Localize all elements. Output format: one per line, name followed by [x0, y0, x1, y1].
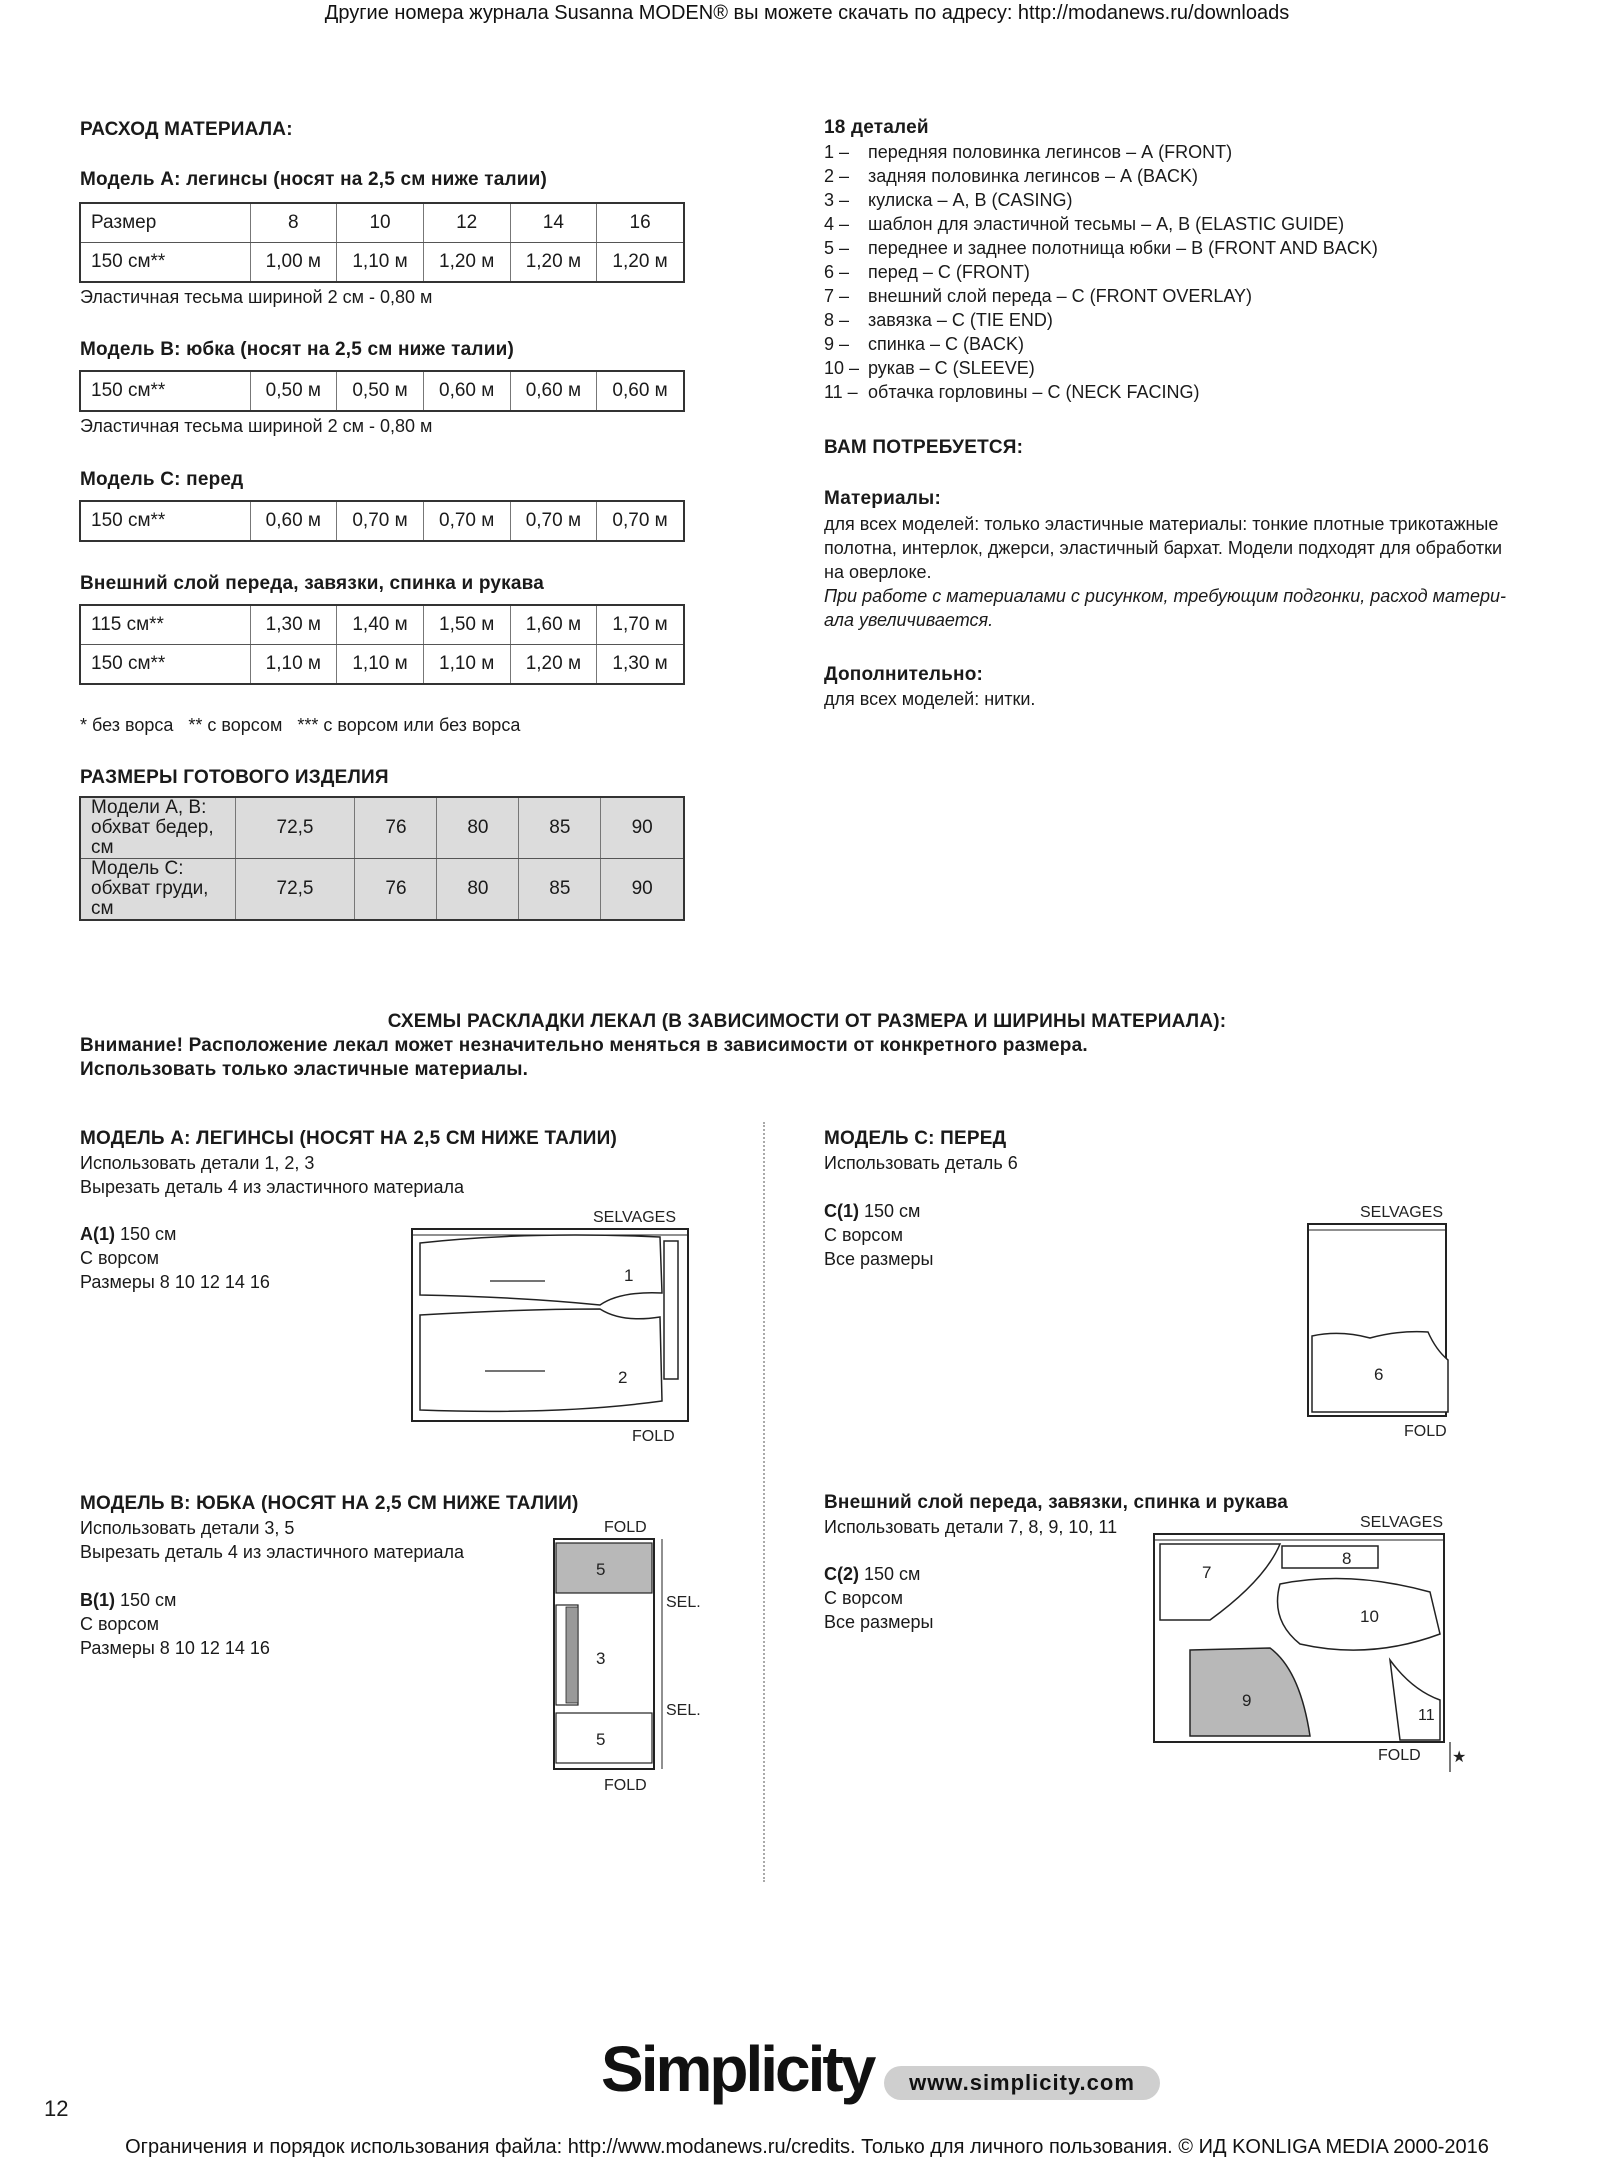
table-cell: 16 [597, 203, 684, 243]
sel-label-1: SEL. [666, 1594, 701, 1611]
table-cell: 80 [437, 797, 519, 859]
model-b-elastic-note: Эластичная тесьма шириной 2 см - 0,80 м [80, 416, 433, 436]
extra-text: для всех моделей: нитки. [824, 689, 1036, 709]
materials-title: Материалы: [824, 488, 941, 509]
table-cell: Размер [80, 203, 250, 243]
piece-6-label: 6 [1374, 1365, 1384, 1384]
column-divider [763, 1122, 765, 1882]
layout-c2-use: Использовать детали 7, 8, 9, 10, 11 [824, 1517, 1118, 1537]
table-cell: 1,50 м [423, 605, 510, 645]
table-cell: 150 см** [80, 645, 250, 685]
layout-c1-title: МОДЕЛЬ С: ПЕРЕД [824, 1128, 1007, 1149]
extra-title: Дополнительно: [824, 664, 984, 685]
details-title: 18 деталей [824, 117, 929, 138]
selvages-label: SELVAGES [1360, 1204, 1443, 1221]
layout-a-use: Использовать детали 1, 2, 3 [80, 1153, 315, 1173]
table-cell: 0,70 м [510, 501, 597, 541]
model-a-table [79, 202, 685, 283]
sel-label-2: SEL. [666, 1702, 701, 1719]
overlay-table [79, 604, 685, 685]
table-row [80, 203, 684, 243]
table-cell: 10 [337, 203, 424, 243]
piece-3-label: 3 [596, 1649, 606, 1668]
layout-b-spec: В(1) 150 см С ворсом Размеры 8 10 12 14 16 [80, 1590, 270, 1658]
layout-a-spec: А(1) 150 см С ворсом Размеры 8 10 12 14 16 [80, 1224, 270, 1292]
piece-11-label: 11 [1418, 1707, 1435, 1724]
table-cell: 1,60 м [510, 605, 597, 645]
table-cell: 1,30 м [250, 605, 337, 645]
table-cell: 1,20 м [510, 243, 597, 283]
table-cell: 85 [519, 797, 601, 859]
layout-b-diagram [544, 1515, 724, 1795]
table-cell: 72,5 [235, 859, 355, 921]
table-cell: 90 [601, 797, 684, 859]
layout-b-cut: Вырезать деталь 4 из эластичного материала [80, 1542, 464, 1562]
table-cell: 1,20 м [597, 243, 684, 283]
model-a-elastic-note: Эластичная тесьма шириной 2 см - 0,80 м [80, 287, 433, 307]
piece-2-label: 2 [618, 1368, 628, 1387]
layout-c2-spec: С(2) 150 см С ворсом Все размеры [824, 1564, 934, 1632]
layout-a-title: МОДЕЛЬ А: ЛЕГИНСЫ (НОСЯТ НА 2,5 СМ НИЖЕ ТАЛИИ) [80, 1128, 618, 1149]
model-b-title: Модель В: юбка (носят на 2,5 см ниже талии) [80, 339, 514, 360]
model-c-title: Модель С: перед [80, 469, 244, 490]
details-list: 1 – передняя половинка легинсов – А (FRONT) 2 – задняя половинка легинсов – А (BACK) 3 – кулиска – А, В (CASING) 4 – шаблон для эластичной тесьмы – А, В (ELASTIC GUIDE) 5 – переднее и заднее полотнища юбки – В (FRONT AND BACK) 6 – перед – С (FRONT) 7 – внешний слой переда – С (FRONT OVERLAY) 8 – завязка – С (TIE END) 9 – спинка – С (BACK) 10 – рукав – С (SLEEVE) 11 – обтачка горловины – С (NECK FACING) [824, 142, 1378, 402]
fold-label: FOLD [632, 1428, 675, 1445]
overlay-title: Внешний слой переда, завязки, спинка и рукава [80, 573, 545, 594]
simplicity-url[interactable]: www.simplicity.com [884, 2066, 1160, 2100]
table-cell: Модель С: обхват груди, см [80, 859, 235, 921]
table-cell: 1,30 м [597, 645, 684, 685]
table-cell: 0,70 м [597, 501, 684, 541]
piece-1-label: 1 [624, 1266, 634, 1285]
fold-label: FOLD [1378, 1747, 1421, 1764]
table-cell: 8 [250, 203, 337, 243]
table-cell: 1,20 м [510, 645, 597, 685]
table-cell: 76 [355, 797, 437, 859]
model-b-table [79, 370, 685, 412]
table-cell: 72,5 [235, 797, 355, 859]
selvages-label: SELVAGES [593, 1209, 676, 1226]
finished-title: РАЗМЕРЫ ГОТОВОГО ИЗДЕЛИЯ [80, 767, 389, 788]
nap-legend: * без ворса ** с ворсом *** с ворсом или без ворса [80, 715, 521, 735]
page-number: 12 [44, 2096, 69, 2121]
materials-text: для всех моделей: только эластичные материалы: тонкие плотные трикотажные полотна, интерлок, джерси, эластичный бархат. Модели подходят для обработки на оверлоке. При работе с материалами с рисунком, требующим подгонки, расход матери- ала увеличивается. [824, 514, 1506, 630]
table-cell: 1,10 м [337, 243, 424, 283]
table-cell: 0,60 м [423, 371, 510, 411]
footer-credits-note: Ограничения и порядок использования файла: http://www.modanews.ru/credits. Только для личного пользования. © ИД KONLIGA MEDIA 2000-2016 [125, 2136, 1489, 2158]
table-cell: 76 [355, 859, 437, 921]
layout-a-diagram [410, 1205, 700, 1445]
table-cell: 90 [601, 859, 684, 921]
model-c-table [79, 500, 685, 542]
table-cell: 0,60 м [510, 371, 597, 411]
table-row [80, 859, 684, 921]
layout-b-use: Использовать детали 3, 5 [80, 1518, 295, 1538]
star-icon: ★ [1452, 1749, 1467, 1766]
table-cell: 1,00 м [250, 243, 337, 283]
table-cell: 12 [423, 203, 510, 243]
finished-table [79, 796, 685, 921]
layouts-warning-2: Использовать только эластичные материалы. [80, 1059, 529, 1080]
layouts-title: СХЕМЫ РАСКЛАДКИ ЛЕКАЛ (В ЗАВИСИМОСТИ ОТ РАЗМЕРА И ШИРИНЫ МАТЕРИАЛА): [387, 1011, 1227, 1032]
header-download-note: Другие номера журнала Susanna MODEN® вы можете скачать по адресу: http://modanews.ru/downloads [324, 2, 1290, 24]
model-a-title: Модель А: легинсы (носят на 2,5 см ниже талии) [80, 169, 548, 190]
table-cell: 115 см** [80, 605, 250, 645]
table-cell: 80 [437, 859, 519, 921]
table-cell: 0,50 м [337, 371, 424, 411]
table-row [80, 243, 684, 283]
piece-7-label: 7 [1202, 1563, 1212, 1582]
table-row [80, 605, 684, 645]
table-cell: 1,10 м [250, 645, 337, 685]
piece-8-label: 8 [1342, 1549, 1352, 1568]
material-title: РАСХОД МАТЕРИАЛА: [80, 119, 293, 140]
piece-9-label: 9 [1242, 1691, 1252, 1710]
piece-5-bottom-label: 5 [596, 1730, 606, 1749]
piece-5-top-label: 5 [596, 1560, 606, 1579]
fold-label: FOLD [1404, 1423, 1447, 1440]
table-cell: 1,40 м [337, 605, 424, 645]
layout-c2-title: Внешний слой переда, завязки, спинка и рукава [824, 1492, 1289, 1513]
piece-10-label: 10 [1360, 1607, 1379, 1626]
table-cell: 1,70 м [597, 605, 684, 645]
table-cell: Модели А, В: обхват бедер, см [80, 797, 235, 859]
table-row [80, 645, 684, 685]
layout-c1-diagram [1300, 1200, 1460, 1440]
table-row [80, 797, 684, 859]
needs-title: ВАМ ПОТРЕБУЕТСЯ: [824, 437, 1024, 458]
fold-top-label: FOLD [604, 1519, 647, 1536]
selvages-label: SELVAGES [1360, 1514, 1443, 1531]
simplicity-logo: Simplicity [601, 2033, 874, 2105]
table-cell: 0,60 м [597, 371, 684, 411]
table-row [80, 501, 684, 541]
fold-bottom-label: FOLD [604, 1777, 647, 1794]
table-cell: 1,20 м [423, 243, 510, 283]
table-cell: 150 см** [80, 371, 250, 411]
layout-c1-use: Использовать деталь 6 [824, 1153, 1018, 1173]
table-cell: 0,60 м [250, 501, 337, 541]
table-cell: 0,50 м [250, 371, 337, 411]
table-row [80, 371, 684, 411]
layout-c2-diagram [1150, 1510, 1470, 1775]
layout-c1-spec: С(1) 150 см С ворсом Все размеры [824, 1201, 934, 1269]
layout-b-title: МОДЕЛЬ В: ЮБКА (НОСЯТ НА 2,5 СМ НИЖЕ ТАЛИИ) [80, 1493, 579, 1514]
layouts-warning-1: Внимание! Расположение лекал может незначительно меняться в зависимости от конкретного размера. [80, 1035, 1088, 1056]
table-cell: 85 [519, 859, 601, 921]
layout-a-cut: Вырезать деталь 4 из эластичного материала [80, 1177, 464, 1197]
table-cell: 0,70 м [337, 501, 424, 541]
table-cell: 1,10 м [423, 645, 510, 685]
table-cell: 1,10 м [337, 645, 424, 685]
table-cell: 150 см** [80, 243, 250, 283]
table-cell: 150 см** [80, 501, 250, 541]
table-cell: 0,70 м [423, 501, 510, 541]
table-cell: 14 [510, 203, 597, 243]
